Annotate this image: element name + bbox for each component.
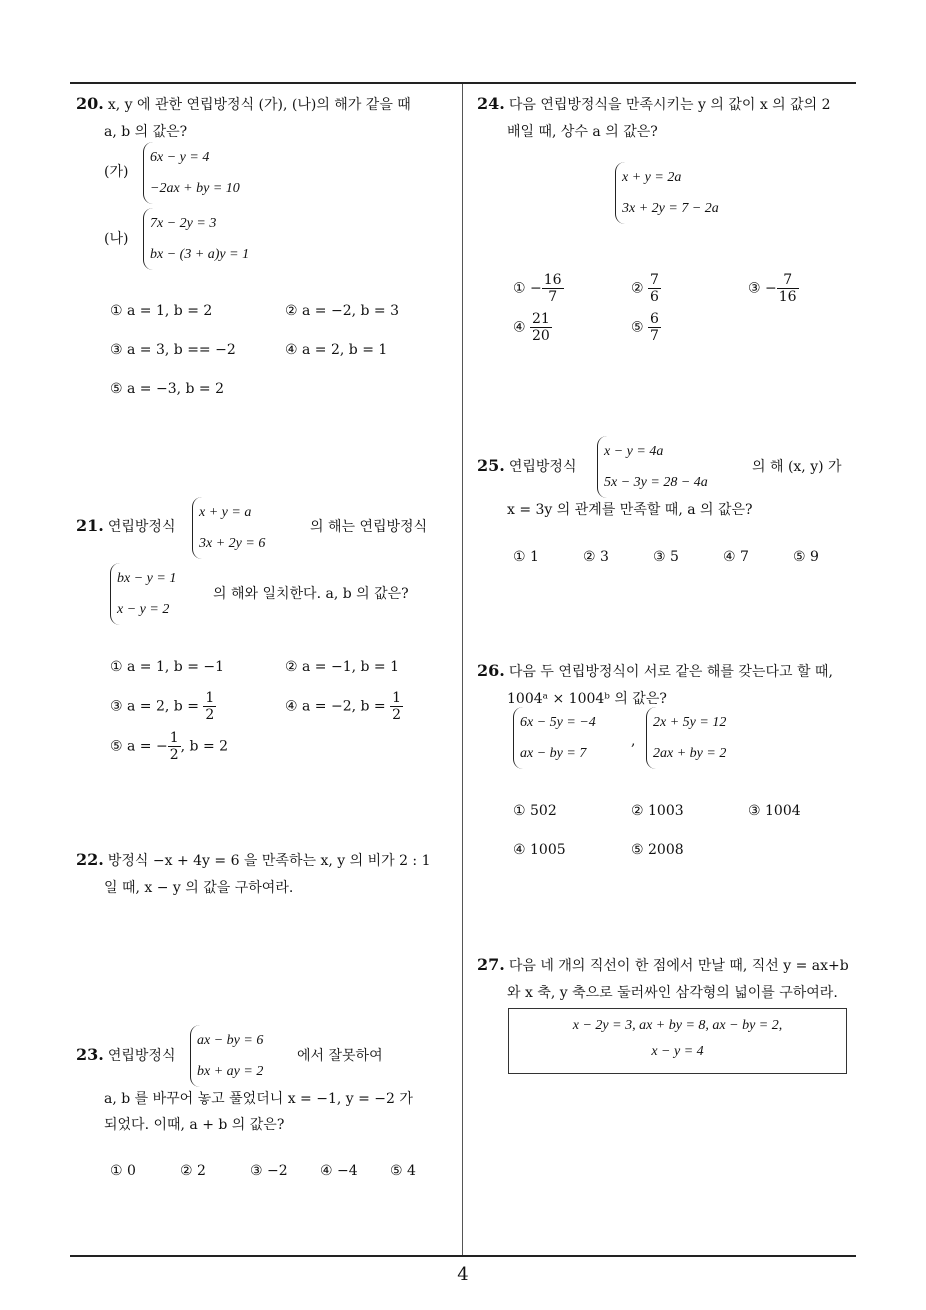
numerator: 7	[777, 272, 799, 289]
answer-option[interactable]: ① a = 1, b = 2	[110, 303, 213, 319]
question-text: 의 해는 연립방정식	[310, 519, 428, 535]
question-text: 일 때, x − y 의 값을 구하여라.	[104, 880, 294, 896]
question-text: 다음 연립방정식을 만족시키는 y 의 값이 x 의 값의 2	[508, 97, 831, 113]
equation-system	[143, 208, 249, 270]
equation-system	[615, 162, 719, 224]
option-text: ③ −	[748, 280, 777, 297]
question-text: 되었다. 이때, a + b 의 값은?	[104, 1117, 285, 1133]
answer-option[interactable]: ③ a = 3, b == −2	[110, 342, 236, 358]
question-number: 27.	[477, 955, 505, 974]
equation-system	[110, 563, 176, 625]
equation: −2ax + by = 10	[150, 181, 240, 196]
equation: x − y = 4a	[604, 444, 664, 459]
equation-system	[597, 436, 708, 498]
equation: 5x − 3y = 28 − 4a	[604, 475, 708, 490]
answer-option[interactable]	[631, 272, 661, 305]
question-text: a, b 의 값은?	[104, 124, 188, 140]
system-label: (가)	[104, 164, 129, 180]
equation: 6x − y = 4	[150, 150, 210, 165]
option-text: ④	[513, 319, 526, 336]
answer-option[interactable]: ② a = −2, b = 3	[285, 303, 400, 319]
answer-option[interactable]: ① 502	[513, 803, 557, 819]
question-text: 연립방정식	[107, 519, 176, 535]
separator-comma: ,	[631, 733, 636, 749]
numerator: 6	[650, 311, 659, 327]
question-text: 연립방정식	[107, 1048, 176, 1064]
answer-option[interactable]: ② 2	[180, 1163, 206, 1179]
numerator: 7	[650, 272, 659, 288]
answer-option[interactable]: ① a = 1, b = −1	[110, 659, 225, 675]
equation: ax − by = 6	[197, 1033, 264, 1048]
answer-option[interactable]	[110, 730, 228, 763]
fraction	[542, 272, 564, 305]
answer-option[interactable]: ⑤ a = −3, b = 2	[110, 381, 225, 397]
answer-option[interactable]: ③ 5	[653, 549, 679, 565]
numerator: 1	[205, 690, 215, 706]
answer-option[interactable]: ⑤ 9	[793, 549, 819, 565]
fraction	[203, 690, 216, 723]
equation: 2x + 5y = 12	[653, 715, 727, 730]
denominator: 16	[778, 289, 797, 305]
question-number: 21.	[76, 516, 104, 535]
fraction	[648, 272, 661, 305]
answer-option[interactable]: ⑤ 4	[390, 1163, 416, 1179]
question-text: 의 해와 일치한다. a, b 의 값은?	[213, 586, 409, 602]
question-text: x = 3y 의 관계를 만족할 때, a 의 값은?	[507, 502, 753, 518]
fraction	[168, 730, 181, 763]
question-text: 에서 잘못하여	[297, 1048, 383, 1064]
answer-option[interactable]: ④ −4	[320, 1163, 358, 1179]
option-text: ⑤	[631, 319, 644, 336]
question-text: 연립방정식	[508, 459, 577, 475]
equation: 2ax + by = 2	[653, 746, 727, 761]
equation: x + y = a	[199, 505, 252, 520]
fraction	[530, 311, 552, 344]
question-number: 20.	[76, 94, 104, 113]
fraction	[777, 272, 799, 305]
option-text: ②	[631, 280, 644, 297]
answer-option[interactable]	[748, 272, 799, 305]
option-text: ③ a = 2, b =	[110, 698, 199, 715]
denominator: 2	[169, 747, 179, 763]
question-text: 배일 때, 상수 a 의 값은?	[507, 124, 658, 140]
equation: 6x − 5y = −4	[520, 715, 596, 730]
question-number: 22.	[76, 850, 104, 869]
equation: 3x + 2y = 6	[199, 536, 266, 551]
equation: 7x − 2y = 3	[150, 216, 217, 231]
question-number: 24.	[477, 94, 505, 113]
option-text: ⑤ a = −	[110, 738, 168, 755]
answer-option[interactable]: ③ 1004	[748, 803, 801, 819]
answer-option[interactable]: ④ a = 2, b = 1	[285, 342, 388, 358]
answer-option[interactable]: ① 0	[110, 1163, 136, 1179]
option-text: ④ a = −2, b =	[285, 698, 386, 715]
fraction	[648, 311, 661, 344]
question-text: 다음 두 연립방정식이 서로 같은 해를 갖는다고 할 때,	[508, 664, 833, 680]
denominator: 20	[532, 328, 550, 344]
question-text: x, y 에 관한 연립방정식 (가), (나)의 해가 같을 때	[107, 97, 411, 113]
answer-option[interactable]: ④ 7	[723, 549, 749, 565]
equation-system	[646, 707, 726, 769]
top-rule	[70, 82, 856, 84]
answer-option[interactable]	[285, 690, 403, 723]
answer-option[interactable]: ① 1	[513, 549, 539, 565]
question-text: 1004ᵃ × 1004ᵇ 의 값은?	[507, 691, 667, 707]
numerator: 16	[543, 272, 562, 288]
denominator: 7	[650, 328, 659, 344]
equation: bx − (3 + a)y = 1	[150, 247, 250, 262]
denominator: 2	[205, 707, 215, 723]
equation: ax − by = 7	[520, 746, 587, 761]
answer-option[interactable]: ② a = −1, b = 1	[285, 659, 400, 675]
numerator: 1	[392, 690, 402, 706]
equation-system	[143, 142, 240, 204]
equation: 3x + 2y = 7 − 2a	[622, 201, 719, 216]
answer-option[interactable]: ② 1003	[631, 803, 684, 819]
equation-system	[192, 497, 265, 559]
question-text: 방정식 −x + 4y = 6 을 만족하는 x, y 의 비가 2 : 1	[107, 853, 431, 869]
column-divider	[462, 84, 463, 1256]
answer-option[interactable]	[513, 311, 552, 344]
question-number: 23.	[76, 1045, 104, 1064]
denominator: 7	[548, 289, 558, 305]
denominator: 6	[650, 289, 659, 305]
bottom-rule	[70, 1255, 856, 1257]
equation-system	[190, 1025, 263, 1087]
option-text: , b = 2	[180, 738, 229, 755]
boxed-equations: x − 2y = 3, ax + by = 8, ax − by = 2,	[572, 1018, 783, 1033]
equation: bx − y = 1	[117, 571, 177, 586]
system-label: (나)	[104, 231, 129, 247]
boxed-equations: x − y = 4	[651, 1044, 704, 1059]
answer-option[interactable]	[513, 272, 564, 305]
fraction	[390, 690, 403, 723]
answer-option[interactable]: ⑤ 2008	[631, 842, 684, 858]
equation-system	[513, 707, 596, 769]
question-number: 25.	[477, 456, 505, 475]
question-text: 와 x 축, y 축으로 둘러싸인 삼각형의 넓이를 구하여라.	[507, 985, 838, 1001]
question-text: 의 해 (x, y) 가	[752, 459, 842, 475]
question-text: 다음 네 개의 직선이 한 점에서 만날 때, 직선 y = ax+b	[508, 958, 849, 974]
equation: x − y = 2	[117, 602, 170, 617]
answer-option[interactable]: ③ −2	[250, 1163, 288, 1179]
question-text: a, b 를 바꾸어 놓고 풀었더니 x = −1, y = −2 가	[104, 1091, 413, 1107]
equation: bx + ay = 2	[197, 1064, 264, 1079]
equations-box	[508, 1008, 847, 1074]
question-number: 26.	[477, 661, 505, 680]
answer-option[interactable]	[631, 311, 661, 344]
numerator: 21	[532, 311, 550, 327]
numerator: 1	[169, 730, 179, 746]
answer-option[interactable]: ② 3	[583, 549, 609, 565]
option-text: ① −	[513, 280, 542, 297]
denominator: 2	[392, 707, 402, 723]
equation: x + y = 2a	[622, 170, 682, 185]
answer-option[interactable]	[110, 690, 216, 723]
page-number: 4	[457, 1264, 469, 1285]
answer-option[interactable]: ④ 1005	[513, 842, 566, 858]
